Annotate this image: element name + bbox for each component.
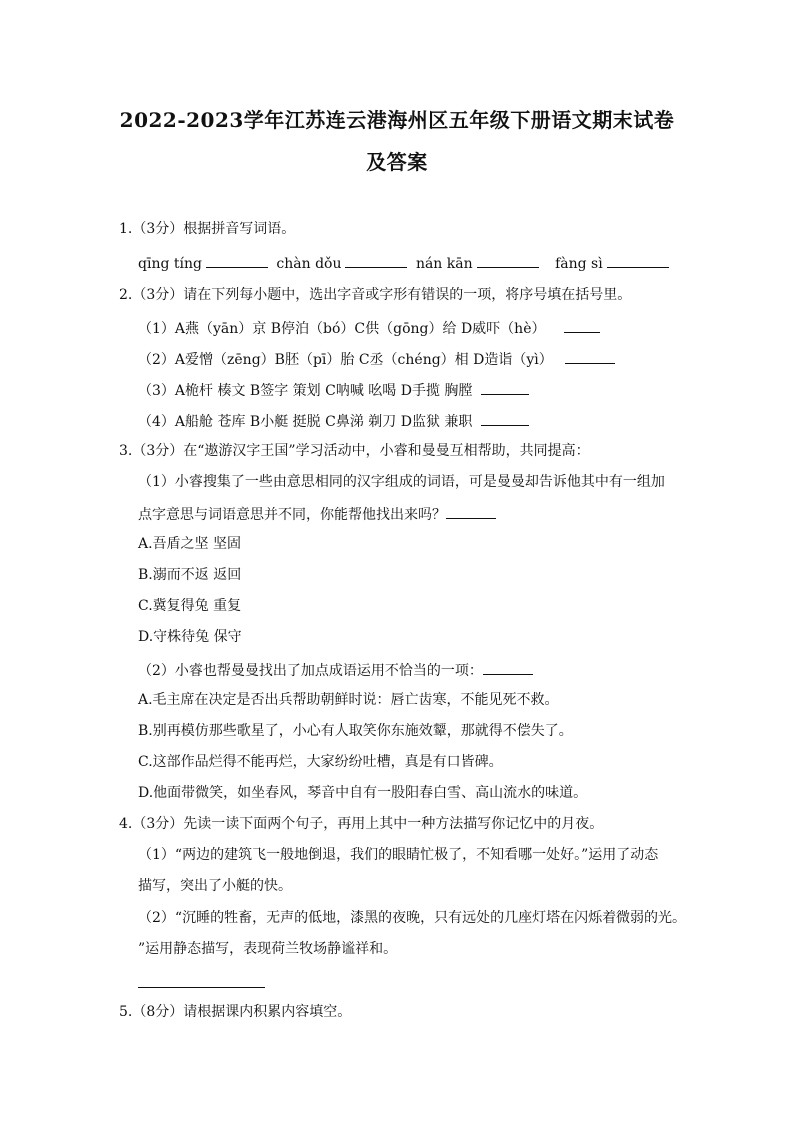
doc-title-line2: 及答案 — [366, 150, 428, 174]
q4-sentence2-line2: ”运用静态描写，表现荷兰牧场静谧祥和。 — [138, 941, 398, 957]
q3-sub2-stem — [138, 660, 533, 680]
q2-answer-blank-4[interactable] — [481, 411, 529, 426]
q3-sub1-line2 — [138, 504, 496, 524]
q3-sub2-option-a: A.毛主席在决定是否出兵帮助朝鲜时说：唇亡齿寒，不能见死不救。 — [138, 692, 559, 708]
q1-pinyin-row — [138, 253, 669, 273]
q3-sub2-stem-text: （2）小睿也帮曼曼找出了加点成语运用不恰当的一项： — [138, 663, 483, 679]
q4-sentence2-line1: （2）“沉睡的牲畜，无声的低地，漆黑的夜晚，只有远处的几座灯塔在闪烁着微弱的光。 — [138, 910, 687, 926]
q1-answer-blank-4[interactable] — [607, 253, 669, 268]
q3-sub1-option-a: A.吾盾之坚 坚固 — [138, 536, 242, 552]
q1-answer-blank-2[interactable] — [345, 253, 407, 268]
q4-stem: 4.（3分）先读一读下面两个句子，再用上其中一种方法描写你记忆中的月夜。 — [119, 816, 604, 832]
q2-item-4 — [138, 411, 529, 431]
q2-item-1-text: （1）A燕（yān）京 B停泊（bó）C供（gōng）给 D威吓（hè） — [138, 321, 546, 337]
q1-pinyin-2: chàn dǒu — [276, 256, 342, 272]
q4-sentence1-line2: 描写，突出了小艇的快。 — [138, 878, 292, 894]
q3-sub2-option-d: D.他面带微笑，如坐春风，琴音中自有一股阳春白雪、高山流水的味道。 — [138, 785, 588, 801]
q3-sub2-option-c: C.这部作品烂得不能再烂，大家纷纷吐槽，真是有口皆碑。 — [138, 754, 503, 770]
q1-answer-blank-3[interactable] — [477, 253, 539, 268]
q3-sub1-option-c: C.冀复得兔 重复 — [138, 598, 242, 614]
q3-sub2-option-b: B.别再模仿那些歌星了，小心有人取笑你东施效颦，那就得不偿失了。 — [138, 723, 573, 739]
q3-sub1-line2-text: 点字意思与词语意思并不同，你能帮他找出来吗？ — [138, 507, 446, 523]
q4-answer-line[interactable] — [138, 987, 265, 988]
q3-sub1-option-d: D.守株待兔 保守 — [138, 629, 242, 645]
q5-stem: 5.（8分）请根据课内积累内容填空。 — [119, 1004, 352, 1020]
q3-sub1-option-b: B.溺而不返 返回 — [138, 567, 242, 583]
q1-answer-blank-1[interactable] — [206, 253, 268, 268]
q1-pinyin-4: fàng sì — [555, 256, 603, 272]
q3-sub2-answer-blank[interactable] — [483, 660, 533, 675]
q2-answer-blank-3[interactable] — [481, 380, 529, 395]
q1-pinyin-3: nán kān — [415, 256, 473, 272]
q3-stem: 3.（3分）在“遨游汉字王国”学习活动中，小睿和曼曼互相帮助，共同提高： — [119, 443, 590, 459]
q2-item-3-text: （3）A桅杆 楱文 B签字 策划 C呐喊 吆喝 D手揽 胸膛 — [138, 383, 473, 399]
q2-item-2 — [138, 349, 615, 369]
q2-item-3 — [138, 380, 529, 400]
q2-stem: 2.（3分）请在下列每小题中，选出字音或字形有错误的一项，将序号填在括号里。 — [119, 287, 632, 303]
q3-sub1-answer-blank[interactable] — [446, 504, 496, 519]
q2-answer-blank-1[interactable] — [564, 318, 600, 333]
q2-item-1 — [138, 318, 600, 338]
doc-title-line1: 2022-2023学年江苏连云港海州区五年级下册语文期末试卷 — [119, 108, 675, 132]
q1-pinyin-1: qīng tíng — [138, 256, 202, 272]
q1-stem: 1.（3分）根据拼音写词语。 — [119, 221, 296, 237]
q4-sentence1-line1: （1）“两边的建筑飞一般地倒退，我们的眼睛忙极了，不知看哪一处好。”运用了动态 — [138, 847, 659, 863]
q2-item-2-text: （2）A爱憎（zēng）B胚（pī）胎 C丞（chéng）相 D造诣（yì） — [138, 352, 553, 368]
q3-sub1-line1: （1）小睿搜集了一些由意思相同的汉字组成的词语，可是曼曼却告诉他其中有一组加 — [138, 474, 665, 490]
q2-item-4-text: （4）A船舱 苍库 B小艇 挺脱 C鼻涕 剃刀 D监狱 兼职 — [138, 414, 473, 430]
q2-answer-blank-2[interactable] — [565, 349, 615, 364]
